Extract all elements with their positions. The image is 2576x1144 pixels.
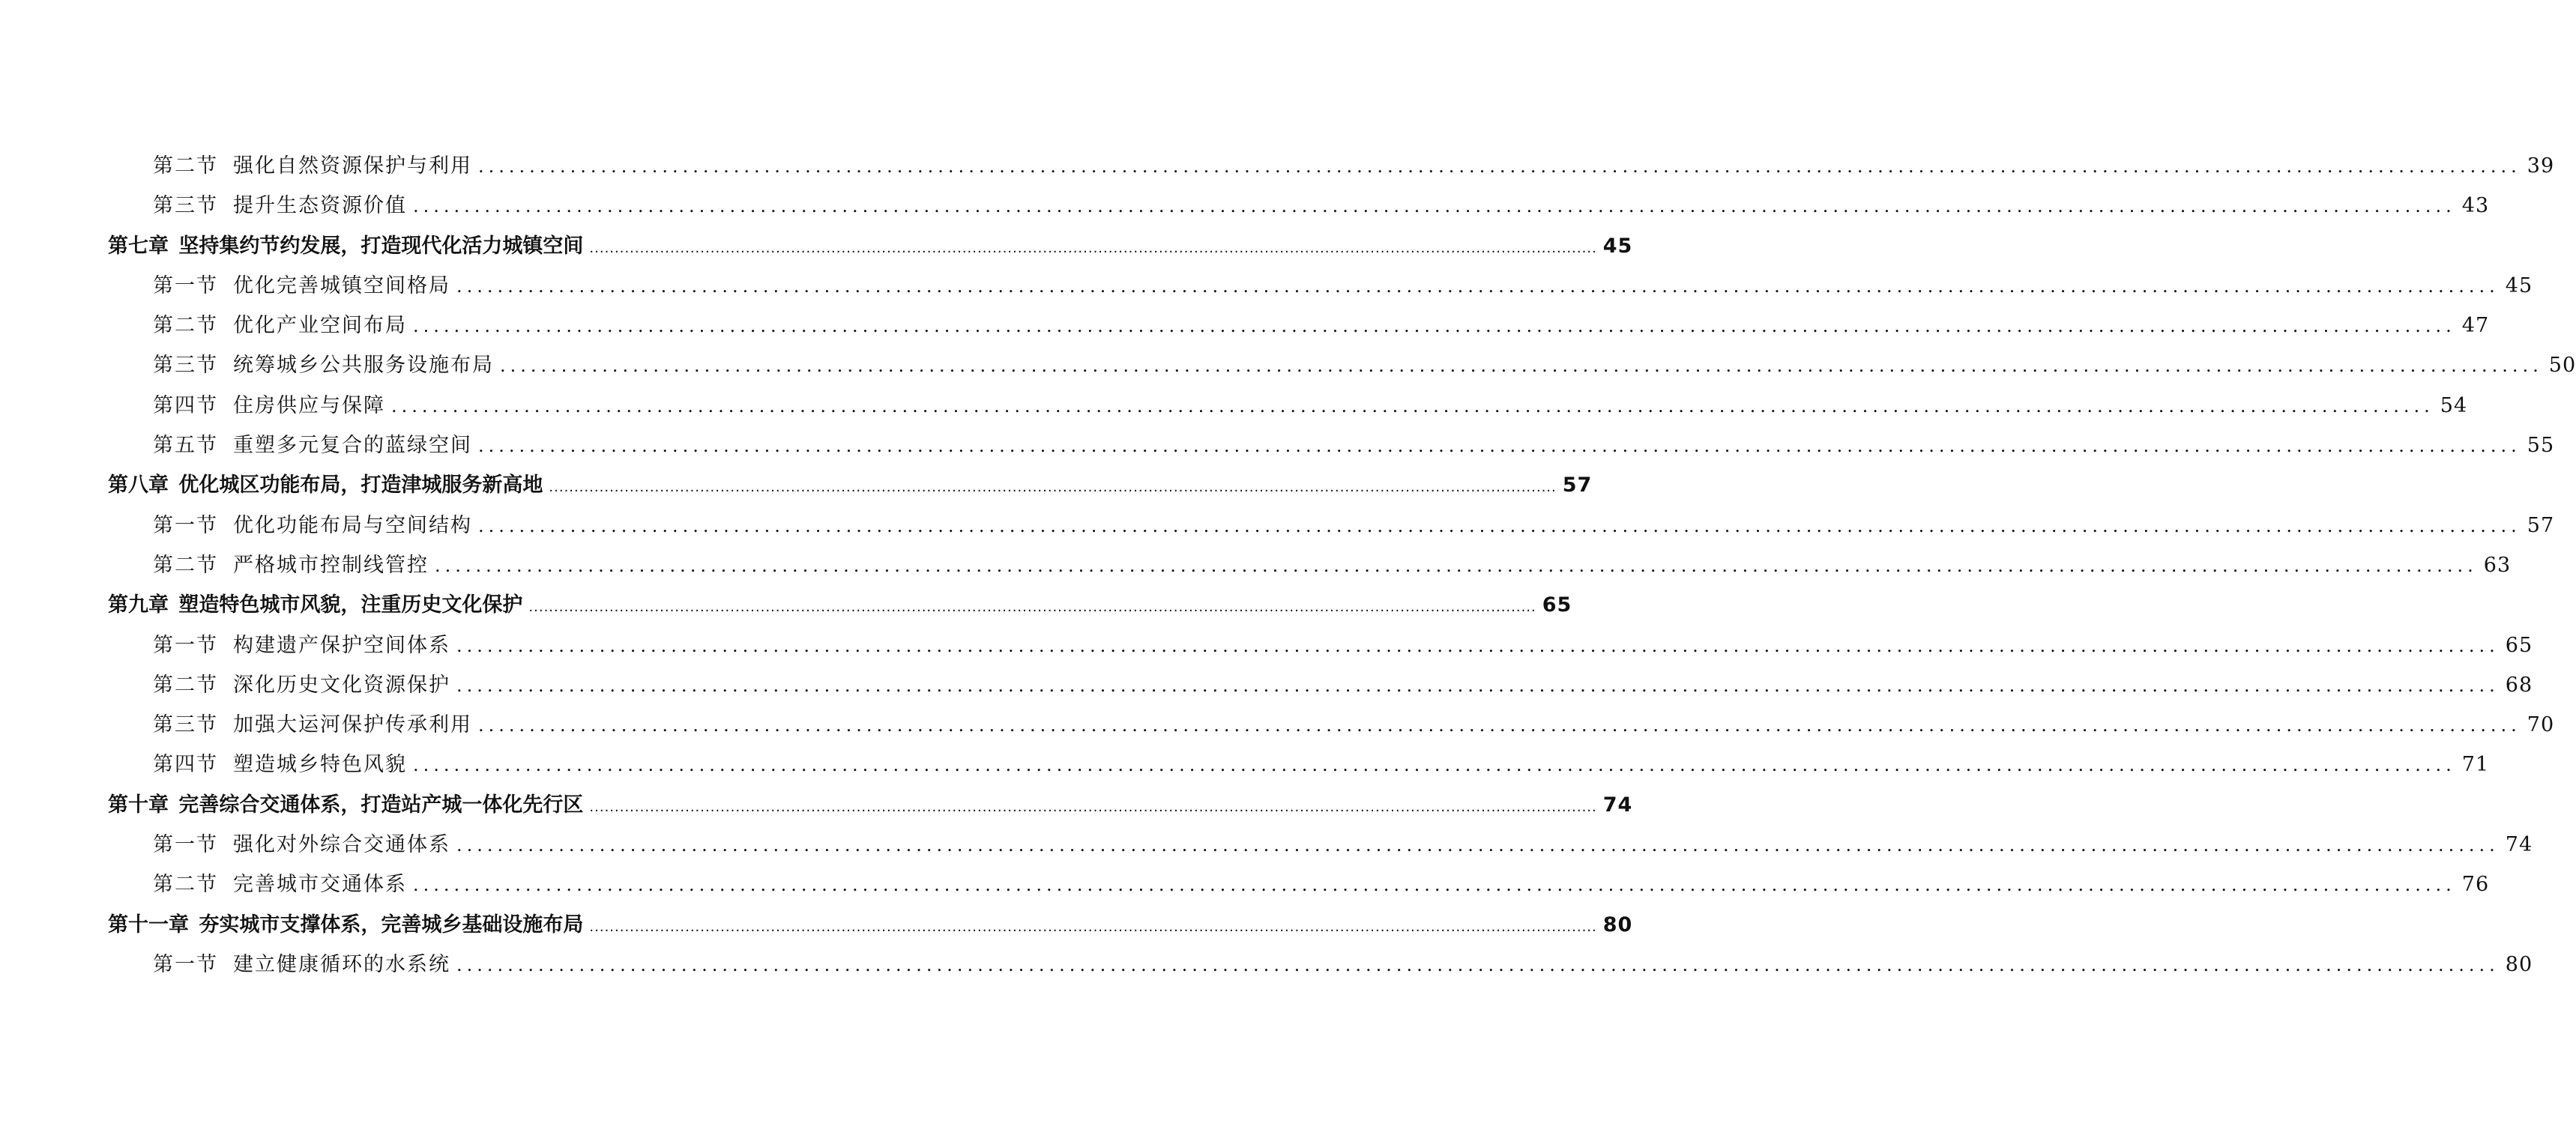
toc-chapter-number: 第十章 <box>108 793 169 817</box>
toc-section-title: 强化自然资源保护与利用 <box>233 154 472 178</box>
toc-leader-dots: ........................................................................................................................................................................................................ <box>413 874 2456 896</box>
toc-leader-dots: ........................................................................................................................................................................................................ <box>391 395 2434 417</box>
toc-chapter-title: 塑造特色城市风貌，注重历史文化保护 <box>178 593 523 617</box>
toc-section-number: 第一节 <box>153 513 218 537</box>
toc-leader-dots: ........................................................................................................................................................................................................ <box>456 674 2500 696</box>
toc-entry-section[interactable] <box>0 745 2490 784</box>
toc-section-number: 第一节 <box>153 833 218 857</box>
toc-chapter-title: 完善综合交通体系，打造站产城一体化先行区 <box>178 793 584 817</box>
toc-entry-section[interactable] <box>0 345 2576 385</box>
toc-section-title: 重塑多元复合的蓝绿空间 <box>233 434 472 458</box>
toc-page-number: 65 <box>1542 593 1572 617</box>
toc-entry-section[interactable] <box>0 865 2490 904</box>
toc-leader-dots: ........................................................................................................................................................................................................ <box>478 156 2521 177</box>
toc-section-number: 第二节 <box>153 314 218 338</box>
toc-chapter-number: 第八章 <box>108 473 169 497</box>
toc-page-number: 45 <box>1602 234 1633 258</box>
toc-leader-dots: ........................................................................................................................................................................................................ <box>456 835 2500 856</box>
toc-section-title: 住房供应与保障 <box>233 393 385 417</box>
toc-section-title: 统筹城乡公共服务设施布局 <box>233 354 494 378</box>
toc-section-title: 严格城市控制线管控 <box>233 553 429 577</box>
toc-leader-dots: ........................................................................................................................................................................................................ <box>589 240 1597 256</box>
toc-entry-section[interactable] <box>0 665 2533 705</box>
toc-leader-dots: ........................................................................................................................................................................................................ <box>528 599 1536 616</box>
toc-chapter-number: 第十一章 <box>108 913 189 936</box>
toc-page-number: 55 <box>2527 434 2555 458</box>
toc-section-number: 第三节 <box>153 713 218 737</box>
toc-leader-dots: ........................................................................................................................................................................................................ <box>456 275 2500 297</box>
toc-entry-section[interactable] <box>0 186 2490 226</box>
toc-leader-dots: ........................................................................................................................................................................................................ <box>413 315 2456 337</box>
toc-leader-dots: ........................................................................................................................................................................................................ <box>549 479 1557 496</box>
toc-page-number: 76 <box>2461 873 2490 897</box>
toc-section-title: 优化功能布局与空间结构 <box>233 513 472 537</box>
toc-section-title: 建立健康循环的水系统 <box>233 952 450 976</box>
toc-section-title: 完善城市交通体系 <box>233 873 407 897</box>
toc-entry-section[interactable] <box>0 506 2555 545</box>
toc-entry-section[interactable] <box>0 266 2533 306</box>
toc-chapter-title: 夯实城市支撑体系，完善城乡基础设施布局 <box>199 913 584 936</box>
toc-entry-section[interactable] <box>0 146 2555 186</box>
toc-section-number: 第二节 <box>153 553 218 577</box>
table-of-contents <box>0 146 2576 984</box>
toc-section-number: 第二节 <box>153 873 218 897</box>
toc-leader-dots: ........................................................................................................................................................................................................ <box>456 954 2500 975</box>
toc-leader-dots: ........................................................................................................................................................................................................ <box>478 715 2521 736</box>
toc-page-number: 57 <box>1562 473 1593 497</box>
toc-page-number: 71 <box>2461 753 2490 777</box>
toc-page-number: 80 <box>2505 952 2533 976</box>
toc-leader-dots: ........................................................................................................................................................................................................ <box>413 754 2456 776</box>
toc-entry-section[interactable] <box>0 825 2533 865</box>
toc-page-number: 39 <box>2527 154 2555 178</box>
toc-entry-section[interactable] <box>0 705 2555 745</box>
toc-leader-dots: ........................................................................................................................................................................................................ <box>413 196 2456 217</box>
toc-entry-chapter[interactable] <box>0 905 1633 945</box>
toc-page-number: 68 <box>2505 673 2533 697</box>
toc-leader-dots: ........................................................................................................................................................................................................ <box>478 435 2521 457</box>
toc-page-number: 43 <box>2461 194 2490 218</box>
toc-entry-chapter[interactable] <box>0 585 1572 625</box>
toc-entry-chapter[interactable] <box>0 785 1633 825</box>
toc-page-number: 57 <box>2527 513 2555 537</box>
toc-chapter-number: 第七章 <box>108 234 169 258</box>
toc-entry-section[interactable] <box>0 386 2468 426</box>
toc-entry-section[interactable] <box>0 306 2490 345</box>
toc-chapter-title: 优化城区功能布局，打造津城服务新高地 <box>178 473 543 497</box>
toc-section-title: 强化对外综合交通体系 <box>233 833 450 857</box>
toc-section-number: 第四节 <box>153 393 218 417</box>
toc-section-number: 第四节 <box>153 753 218 777</box>
toc-section-number: 第三节 <box>153 354 218 378</box>
toc-page-number: 65 <box>2505 633 2533 657</box>
toc-chapter-number: 第九章 <box>108 593 169 617</box>
toc-section-title: 塑造城乡特色风貌 <box>233 753 407 777</box>
toc-section-number: 第一节 <box>153 273 218 297</box>
toc-section-title: 优化完善城镇空间格局 <box>233 273 450 297</box>
toc-page-number: 45 <box>2505 273 2533 297</box>
toc-section-number: 第二节 <box>153 154 218 178</box>
toc-page-number: 80 <box>1602 913 1633 936</box>
toc-section-number: 第一节 <box>153 633 218 657</box>
toc-entry-section[interactable] <box>0 945 2533 984</box>
toc-entry-chapter[interactable] <box>0 465 1593 505</box>
toc-page-number: 70 <box>2527 713 2555 737</box>
toc-page-number: 47 <box>2461 314 2490 338</box>
toc-leader-dots: ........................................................................................................................................................................................................ <box>435 554 2478 576</box>
toc-leader-dots: ........................................................................................................................................................................................................ <box>500 355 2543 377</box>
toc-page-number: 63 <box>2483 553 2512 577</box>
toc-section-title: 优化产业空间布局 <box>233 314 407 338</box>
toc-page-number: 74 <box>2505 833 2533 857</box>
toc-entry-section[interactable] <box>0 545 2512 585</box>
toc-chapter-title: 坚持集约节约发展，打造现代化活力城镇空间 <box>178 234 584 258</box>
toc-entry-section[interactable] <box>0 626 2533 665</box>
toc-section-title: 深化历史文化资源保护 <box>233 673 450 697</box>
toc-entry-chapter[interactable] <box>0 226 1633 266</box>
toc-leader-dots: ........................................................................................................................................................................................................ <box>456 635 2500 656</box>
toc-section-number: 第二节 <box>153 673 218 697</box>
toc-section-title: 加强大运河保护传承利用 <box>233 713 472 737</box>
toc-page-number: 54 <box>2440 393 2468 417</box>
toc-section-title: 构建遗产保护空间体系 <box>233 633 450 657</box>
toc-page-number: 50 <box>2548 354 2576 378</box>
toc-section-number: 第五节 <box>153 434 218 458</box>
toc-section-title: 提升生态资源价值 <box>233 194 407 218</box>
toc-page-number: 74 <box>1602 793 1633 817</box>
toc-leader-dots: ........................................................................................................................................................................................................ <box>589 918 1597 935</box>
toc-leader-dots: ........................................................................................................................................................................................................ <box>589 799 1597 815</box>
toc-entry-section[interactable] <box>0 426 2555 465</box>
toc-section-number: 第一节 <box>153 952 218 976</box>
toc-leader-dots: ........................................................................................................................................................................................................ <box>478 515 2521 536</box>
toc-section-number: 第三节 <box>153 194 218 218</box>
